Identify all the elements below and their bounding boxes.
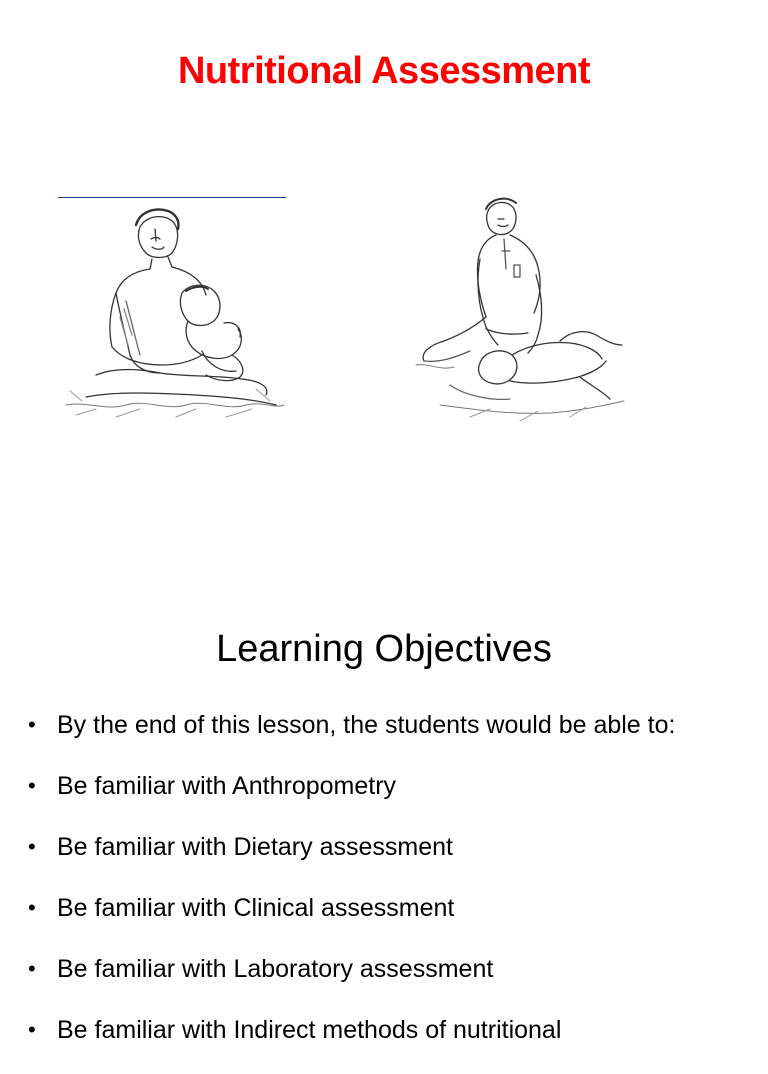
slide-learning-objectives — [0, 560, 768, 1044]
objectives-list — [26, 708, 756, 1074]
bullet-icon: • — [28, 956, 36, 981]
hyperlink-underline — [58, 197, 286, 198]
objective-text: Be familiar with Clinical assessment — [57, 894, 455, 922]
slide-title: Nutritional Assessment — [177, 50, 591, 92]
bullet-icon: • — [28, 712, 36, 737]
bullet-icon: • — [28, 773, 36, 798]
objective-text: By the end of this lesson, the students would be able to: — [57, 711, 676, 739]
bullet-icon: • — [28, 1017, 36, 1042]
health-worker-examining-child-illustration — [410, 195, 630, 430]
bullet-icon: • — [28, 895, 36, 920]
objective-item — [26, 1013, 756, 1074]
objective-text: Be familiar with Laboratory assessment — [57, 955, 494, 983]
objective-text: Be familiar with Anthropometry — [57, 772, 397, 800]
mother-with-child-illustration — [56, 205, 288, 425]
objective-text: Be familiar with Dietary assessment — [57, 833, 453, 861]
objective-text: Be familiar with Indirect methods of nutritional — [57, 1016, 562, 1044]
objective-item — [26, 952, 756, 1013]
bullet-icon: • — [28, 834, 36, 859]
objective-item — [26, 891, 756, 952]
objective-item — [26, 708, 756, 769]
objective-item — [26, 769, 756, 830]
objective-item — [26, 830, 756, 891]
section-heading: Learning Objectives — [216, 628, 552, 670]
